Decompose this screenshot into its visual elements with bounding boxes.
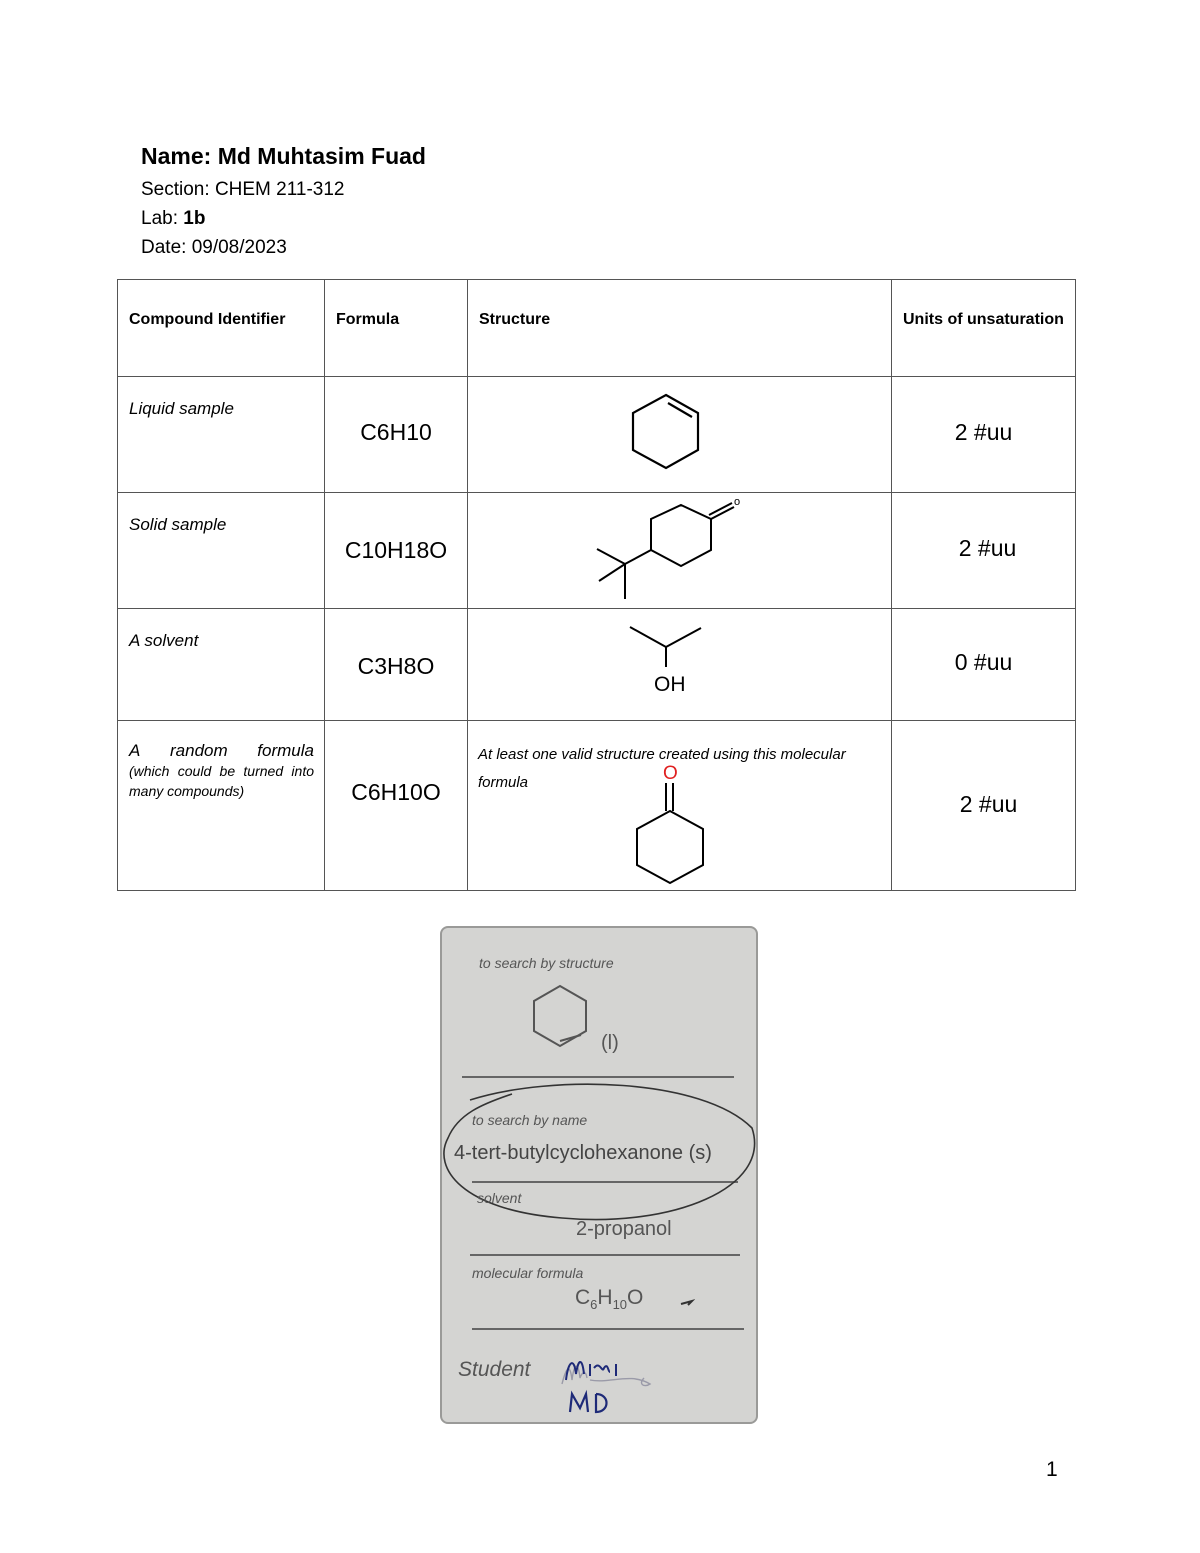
- solvent-label: solvent: [477, 1190, 522, 1206]
- structure-cell: [468, 377, 892, 493]
- identifier-main: A random formula: [129, 741, 314, 760]
- formula-cell: C10H18O: [325, 493, 468, 609]
- handwritten-signature: [560, 1354, 670, 1424]
- sample-card-photo: [440, 926, 758, 1424]
- solvent-value: 2-propanol: [576, 1218, 672, 1240]
- tert-butylcyclohexanone-structure: [593, 495, 763, 607]
- card-formula: $C_6H_{10}O$: [575, 1286, 644, 1313]
- hydroxyl-label: OH: [654, 673, 686, 696]
- pen-mark: [679, 1298, 695, 1308]
- structure-cell: [468, 493, 892, 609]
- formula-cell: C3H8O: [325, 609, 468, 721]
- col-header-structure: Structure: [468, 280, 892, 377]
- identifier-note: (which could be turned into many compounds): [129, 763, 314, 799]
- table-row: [118, 377, 1076, 493]
- table-row: [118, 493, 1076, 609]
- structure-state: (l): [601, 1032, 619, 1054]
- compound-table: [117, 279, 1076, 891]
- compound-name: 4-tert-butylcyclohexanone (s): [454, 1142, 712, 1164]
- card-rule: [472, 1328, 744, 1330]
- identifier-cell: A solvent: [118, 609, 325, 721]
- date-line: Date: 09/08/2023: [141, 237, 287, 258]
- identifier-cell: Solid sample: [118, 493, 325, 609]
- formula-cell: C6H10O: [325, 721, 468, 891]
- units-cell: 2 #uu: [892, 493, 1076, 609]
- search-name-label: to search by name: [472, 1112, 588, 1128]
- structure-note: At least one valid structure created using this molecular formula: [478, 746, 846, 791]
- document-header: [141, 143, 426, 265]
- col-header-units: Units of unsaturation: [892, 280, 1076, 377]
- isopropanol-structure: [628, 625, 718, 705]
- formula-label: molecular formula: [472, 1265, 584, 1281]
- table-row: [118, 721, 1076, 891]
- table-header-row: [118, 280, 1076, 377]
- cyclohexene-structure: [628, 387, 728, 487]
- structure-cell: [468, 721, 892, 891]
- identifier-cell: Liquid sample: [118, 377, 325, 493]
- col-header-identifier: Compound Identifier: [118, 280, 325, 377]
- lab-line: Lab: 1b: [141, 208, 206, 229]
- carbonyl-oxygen-label: O: [663, 763, 678, 784]
- formula-cell: C6H10: [325, 377, 468, 493]
- identifier-cell: [118, 721, 325, 891]
- cyclohexanone-structure: [626, 761, 716, 891]
- card-rule: [470, 1254, 740, 1256]
- col-header-formula: Formula: [325, 280, 468, 377]
- page-number: 1: [1046, 1458, 1058, 1481]
- section-line: Section: CHEM 211-312: [141, 179, 345, 200]
- structure-cell: [468, 609, 892, 721]
- units-cell: 2 #uu: [892, 377, 1076, 493]
- units-cell: 2 #uu: [892, 721, 1076, 891]
- units-cell: 0 #uu: [892, 609, 1076, 721]
- card-cyclohexene-structure: [530, 984, 600, 1054]
- ketone-oxygen-label: o: [734, 496, 741, 508]
- student-label: Student: [458, 1358, 531, 1381]
- hand-drawn-circle: [442, 1078, 758, 1238]
- table-row: [118, 609, 1076, 721]
- student-name-line: Name: Md Muhtasim Fuad: [141, 143, 426, 169]
- search-structure-label: to search by structure: [479, 955, 614, 971]
